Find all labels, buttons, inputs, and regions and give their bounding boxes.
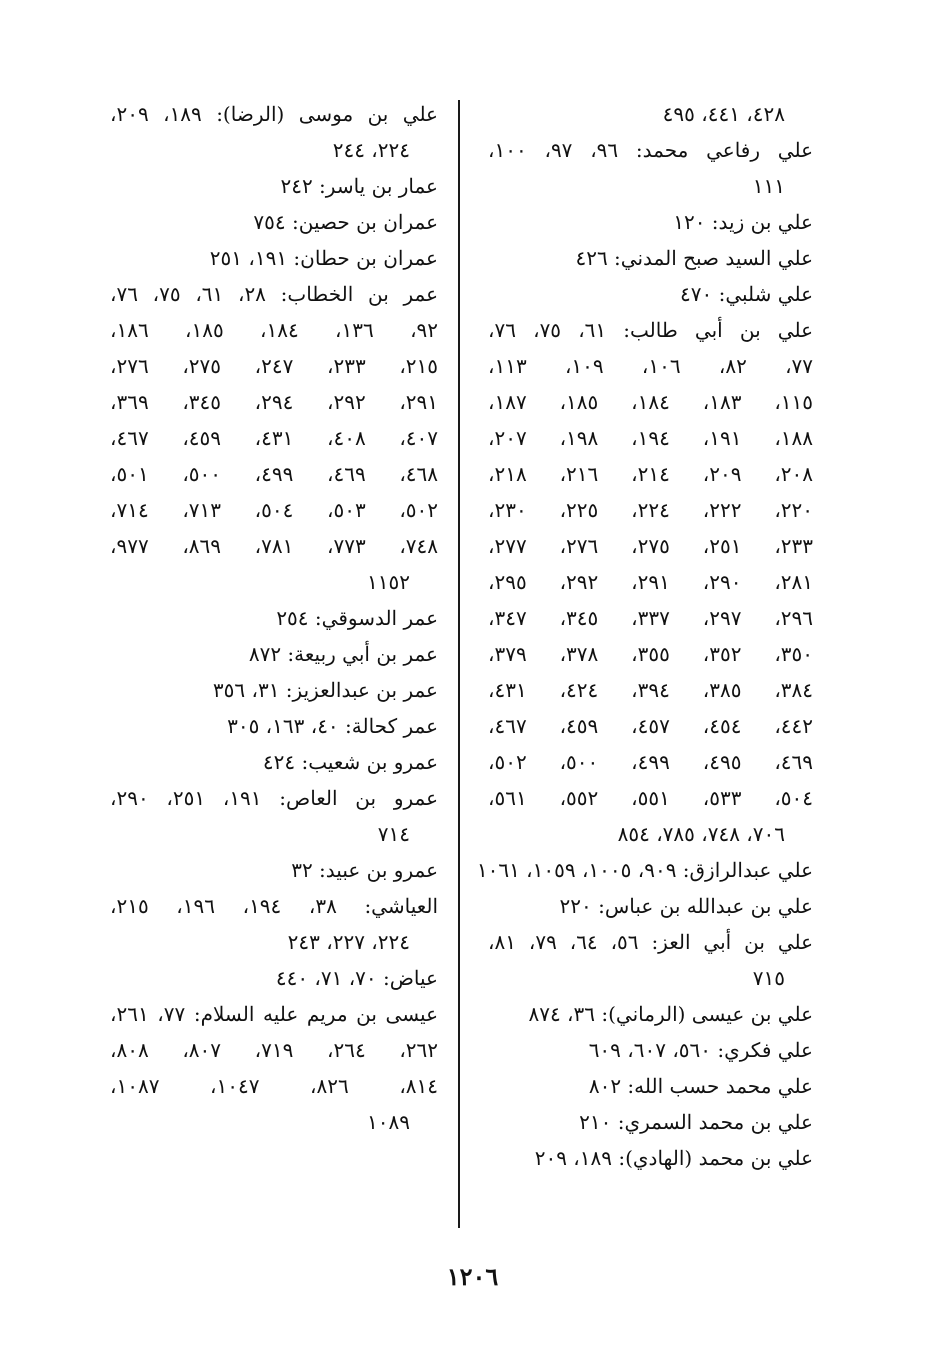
index-entry-line: ٢٢٠، ٢٢٢، ٢٢٤، ٢٢٥، ٢٣٠، (488, 498, 814, 522)
index-entry-line: عمرو بن عبيد: ٣٢ (291, 858, 438, 882)
index-continuation-line: ١١١ (752, 174, 785, 198)
index-entry-line: علي محمد حسب الله: ٨٠٢ (588, 1074, 813, 1098)
index-entry-line: عمر كحالة: ٤٠، ١٦٣، ٣٠٥ (227, 714, 438, 738)
index-entry-line: ٤٦٨، ٤٦٩، ٤٩٩، ٥٠٠، ٥٠١، (110, 462, 439, 486)
index-entry-line: عياض: ٧٠، ٧١، ٤٤٠ (275, 966, 438, 990)
index-continuation-line: ٢٢٤، ٢٢٧، ٢٤٣ (287, 930, 410, 954)
column-divider (458, 100, 460, 1228)
index-entry-line: ٧٤٨، ٧٧٣، ٧٨١، ٨٦٩، ٩٧٧، (110, 534, 439, 558)
index-entry-line: ٢١٥، ٢٣٣، ٢٤٧، ٢٧٥، ٢٧٦، (110, 354, 439, 378)
index-entry-line: عمر بن عبدالعزيز: ٣١، ٣٥٦ (212, 678, 438, 702)
index-continuation-line: ٧١٥ (752, 966, 785, 990)
index-entry-line: ٧٧، ٨٢، ١٠٦، ١٠٩، ١١٣، (488, 354, 814, 378)
index-entry-line: عمر بن الخطاب: ٢٨، ٦١، ٧٥، ٧٦، (110, 282, 439, 306)
index-continuation-line: ٢٢٤، ٢٤٤ (332, 138, 410, 162)
index-continuation-line: ١١٥٢ (367, 570, 410, 594)
index-entry-line: ٢٩١، ٢٩٢، ٢٩٤، ٣٤٥، ٣٦٩، (110, 390, 439, 414)
index-entry-line: عمار بن ياسر: ٢٤٢ (280, 174, 438, 198)
index-entry-line: ١٨٨، ١٩١، ١٩٤، ١٩٨، ٢٠٧، (488, 426, 814, 450)
index-entry-line: علي بن محمد (الهادي): ١٨٩، ٢٠٩ (534, 1146, 813, 1170)
index-entry-line: ٤٤٢، ٤٥٤، ٤٥٧، ٤٥٩، ٤٦٧، (488, 714, 814, 738)
index-entry-line: علي بن عيسى (الرماني): ٣٦، ٨٧٤ (528, 1002, 813, 1026)
index-entry-line: عمرو بن شعيب: ٤٢٤ (262, 750, 438, 774)
index-entry-line: ٥٠٤، ٥٣٣، ٥٥١، ٥٥٢، ٥٦١، (488, 786, 814, 810)
index-entry-line: ٤٠٧، ٤٠٨، ٤٣١، ٤٥٩، ٤٦٧، (110, 426, 439, 450)
index-continuation-line: ٧١٤ (377, 822, 410, 846)
index-continuation-line: ٧٠٦، ٧٤٨، ٧٨٥، ٨٥٤ (617, 822, 785, 846)
index-entry-line: علي بن أبي طالب: ٦١، ٧٥، ٧٦، (488, 318, 814, 342)
index-entry-line: ٢٦٢، ٢٦٤، ٧١٩، ٨٠٧، ٨٠٨، (110, 1038, 439, 1062)
index-entry-line: العياشي: ٣٨، ١٩٤، ١٩٦، ٢١٥، (110, 894, 439, 918)
index-entry-line: عمران بن حصين: ٧٥٤ (253, 210, 438, 234)
index-continuation-line: ١٠٨٩ (367, 1110, 410, 1134)
index-entry-line: ٢٣٣، ٢٥١، ٢٧٥، ٢٧٦، ٢٧٧، (488, 534, 814, 558)
index-entry-line: ٥٠٢، ٥٠٣، ٥٠٤، ٧١٣، ٧١٤، (110, 498, 439, 522)
index-entry-line: عمر بن أبي ربيعة: ٨٧٢ (248, 642, 438, 666)
index-column-right (476, 96, 814, 1176)
index-entry-line: علي بن موسى (الرضا): ١٨٩، ٢٠٩، (110, 102, 438, 126)
index-entry-line: علي بن زيد: ١٢٠ (673, 210, 813, 234)
index-entry-line: ١١٥، ١٨٣، ١٨٤، ١٨٥، ١٨٧، (488, 390, 814, 414)
index-entry-line: ٢٩٦، ٢٩٧، ٣٣٧، ٣٤٥، ٣٤٧، (488, 606, 814, 630)
index-column-left (110, 96, 438, 1140)
index-entry-line: ٩٢، ١٣٦، ١٨٤، ١٨٥، ١٨٦، (110, 318, 439, 342)
index-entry-line: علي بن محمد السمري: ٢١٠ (579, 1110, 813, 1134)
index-entry-line: علي بن أبي العز: ٥٦، ٦٤، ٧٩، ٨١، (488, 930, 814, 954)
index-entry-line: علي بن عبدالله بن عباس: ٢٢٠ (559, 894, 813, 918)
index-entry-line: ٨١٤، ٨٢٦، ١٠٤٧، ١٠٨٧، (110, 1074, 439, 1098)
index-entry-line: علي رفاعي محمد: ٩٦، ٩٧، ١٠٠، (488, 138, 814, 162)
index-entry-line: علي عبدالرازق: ٩٠٩، ١٠٠٥، ١٠٥٩، ١٠٦١ (476, 858, 813, 882)
index-entry-line: ٣٥٠، ٣٥٢، ٣٥٥، ٣٧٨، ٣٧٩، (488, 642, 814, 666)
index-entry-line: عيسى بن مريم عليه السلام: ٧٧، ٢٦١، (110, 1002, 439, 1026)
index-entry-line: علي السيد صبح المدني: ٤٢٦ (575, 246, 813, 270)
index-entry-line: ٤٦٩، ٤٩٥، ٤٩٩، ٥٠٠، ٥٠٢، (488, 750, 814, 774)
index-entry-line: ٢٠٨، ٢٠٩، ٢١٤، ٢١٦، ٢١٨، (488, 462, 814, 486)
index-entry-line: علي شلبي: ٤٧٠ (680, 282, 813, 306)
index-continuation-line: ٤٢٨، ٤٤١، ٤٩٥ (662, 102, 785, 126)
index-entry-line: عمران بن حطان: ١٩١، ٢٥١ (209, 246, 438, 270)
index-entry-line: ٢٨١، ٢٩٠، ٢٩١، ٢٩٢، ٢٩٥، (488, 570, 814, 594)
page-number: ١٢٠٦ (446, 1262, 499, 1291)
index-entry-line: ٣٨٤، ٣٨٥، ٣٩٤، ٤٢٤، ٤٣١، (488, 678, 814, 702)
index-entry-line: علي فكري: ٥٦٠، ٦٠٧، ٦٠٩ (588, 1038, 813, 1062)
index-entry-line: عمرو بن العاص: ١٩١، ٢٥١، ٢٩٠، (110, 786, 439, 810)
index-entry-line: عمر الدسوقي: ٢٥٤ (276, 606, 438, 630)
